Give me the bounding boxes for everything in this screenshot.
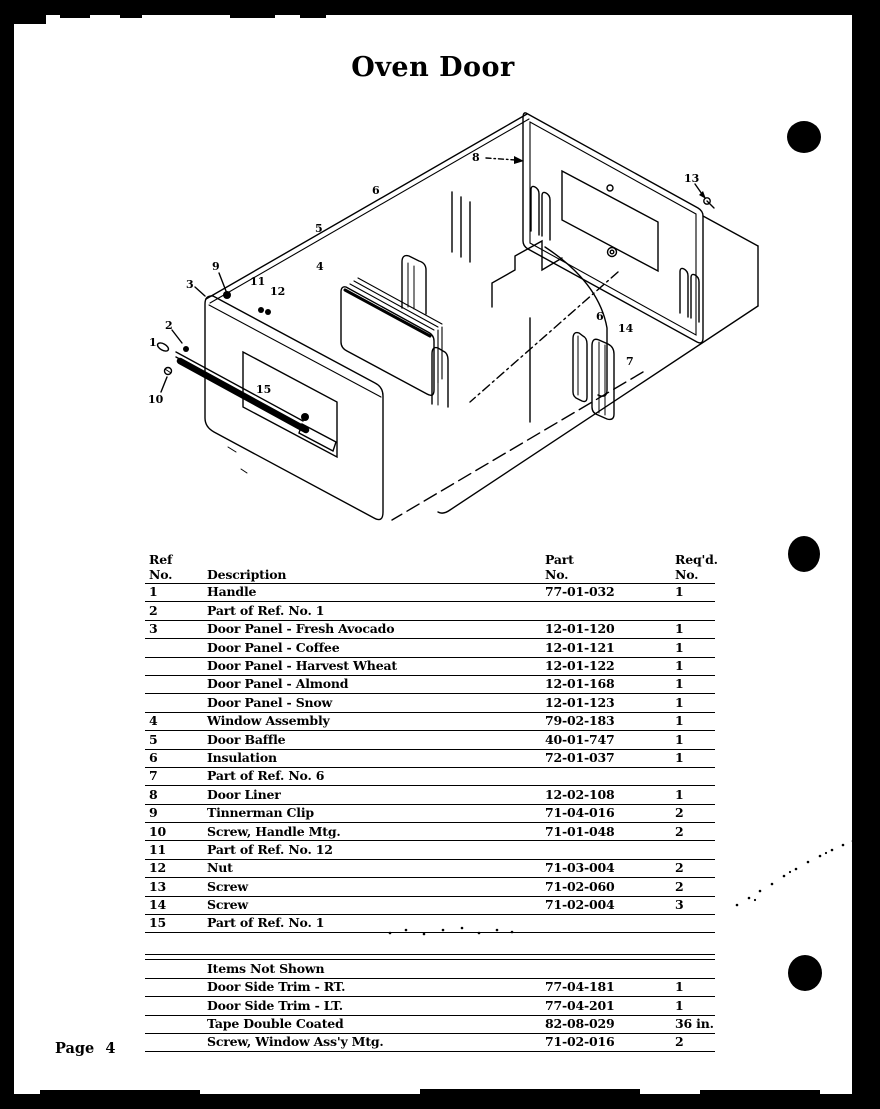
- cell-desc: Door Baffle: [207, 731, 286, 747]
- items-not-shown-rows: [145, 979, 715, 1053]
- cell-desc: Part of Ref. No. 1: [207, 915, 325, 931]
- diagram-callout: 10: [148, 393, 164, 406]
- table-row: [145, 786, 715, 804]
- nut-12: [265, 309, 271, 315]
- cell-part: 79-02-183: [545, 713, 615, 729]
- table-gap: [145, 933, 715, 954]
- cell-part: 77-01-032: [545, 584, 615, 600]
- table-row: [145, 602, 715, 620]
- cell-req: 1: [675, 749, 684, 765]
- header-req-line2: No.: [675, 566, 699, 582]
- cell-req: 2: [675, 878, 684, 894]
- trim-channel-inner: [599, 342, 605, 415]
- cell-part: 77-04-181: [545, 979, 615, 995]
- table-row: [145, 658, 715, 676]
- table-row: [145, 841, 715, 859]
- cell-part: 12-01-121: [545, 639, 615, 655]
- cell-desc: Door Panel - Coffee: [207, 639, 340, 655]
- liner-nut-detail: [610, 250, 614, 254]
- table-row: [145, 621, 715, 639]
- table-row: [145, 676, 715, 694]
- cell-desc: Door Panel - Fresh Avocado: [207, 621, 395, 637]
- callout-9-leader: [219, 273, 226, 291]
- table-row: [145, 823, 715, 841]
- handle-end-cap: [156, 341, 170, 352]
- cell-req: 2: [675, 1034, 684, 1050]
- liner-slot: [531, 186, 539, 235]
- cell-ref: 15: [149, 915, 166, 931]
- cell-desc: Part of Ref. No. 6: [207, 768, 325, 784]
- table-row: [145, 1016, 715, 1034]
- cell-req: 1: [675, 731, 684, 747]
- diagram-callout: 8: [472, 151, 480, 164]
- items-not-shown-title: Items Not Shown: [207, 960, 325, 976]
- liner-slot: [542, 192, 550, 240]
- cell-req: 2: [675, 823, 684, 839]
- door-liner-inner-border: [530, 122, 696, 335]
- cell-req: 1: [675, 658, 684, 673]
- cell-part: 12-01-168: [545, 676, 615, 692]
- header-ref-line1: Ref: [149, 552, 173, 567]
- cell-part: 40-01-747: [545, 731, 615, 747]
- cell-req: 1: [675, 694, 684, 710]
- cell-part: 77-04-201: [545, 997, 615, 1013]
- cell-ref: 14: [149, 897, 166, 913]
- cell-ref: 5: [149, 731, 158, 747]
- header-part-line1: Part: [545, 552, 574, 567]
- table-row: [145, 897, 715, 915]
- cell-part: 71-02-004: [545, 897, 615, 913]
- handle-rail: [176, 352, 303, 421]
- cell-desc: Nut: [207, 860, 233, 876]
- cell-desc: Door Panel - Almond: [207, 676, 349, 692]
- diagram-linework: [156, 113, 758, 520]
- baffle-verticals: [452, 192, 470, 262]
- diagram-callout: 12: [270, 285, 286, 298]
- cell-req: 3: [675, 897, 684, 913]
- cell-desc: Part of Ref. No. 12: [207, 841, 333, 857]
- cell-desc: Handle: [207, 584, 257, 600]
- cell-desc: Insulation: [207, 749, 277, 765]
- liner-hole: [607, 185, 613, 191]
- diagram-callout: 6: [372, 184, 380, 197]
- cell-desc: Door Panel - Harvest Wheat: [207, 658, 397, 673]
- header-description: [207, 554, 545, 583]
- callout-10-leader: [161, 377, 167, 392]
- cell-req: 1: [675, 621, 684, 637]
- cell-part: 71-02-016: [545, 1034, 615, 1050]
- diagram-callout: 11: [250, 275, 266, 288]
- diagram-callout: 15: [256, 383, 272, 396]
- cell-ref: 9: [149, 805, 158, 821]
- header-ref-line2: No.: [149, 566, 173, 582]
- cell-part: 12-01-120: [545, 621, 615, 637]
- box-depth-edge: [703, 216, 758, 246]
- callout-8-leader: [486, 158, 516, 160]
- header-description-label: Description: [207, 566, 287, 582]
- cell-ref: 7: [149, 768, 158, 784]
- cell-ref: 13: [149, 878, 166, 894]
- cell-desc: Tape Double Coated: [207, 1016, 344, 1032]
- table-row: [145, 860, 715, 878]
- header-part: [545, 554, 675, 583]
- window-assembly-top-band: [345, 290, 430, 336]
- trim-channel: [573, 333, 587, 402]
- table-row: [145, 805, 715, 823]
- parts-table-header: [145, 549, 718, 584]
- cell-req: 1: [675, 584, 684, 600]
- cell-req: 1: [675, 997, 684, 1013]
- table-row: [145, 731, 715, 749]
- liner-slot: [680, 268, 688, 317]
- cell-req: 1: [675, 713, 684, 729]
- clip-9: [223, 291, 231, 299]
- cell-desc: Door Liner: [207, 786, 281, 802]
- cell-part: 71-03-004: [545, 860, 615, 876]
- diagram-callout: 9: [212, 260, 220, 273]
- screw-10: [165, 369, 171, 373]
- cell-part: 72-01-037: [545, 749, 615, 765]
- cell-ref: 3: [149, 621, 158, 637]
- diagram-callout: 1: [149, 336, 157, 349]
- cell-desc: Screw: [207, 897, 248, 913]
- table-row: [145, 750, 715, 768]
- cell-desc: Door Side Trim - RT.: [207, 979, 346, 995]
- cell-req: 1: [675, 786, 684, 802]
- panel-tick-marks: [228, 447, 247, 473]
- callout-13-leader: [695, 184, 702, 194]
- door-panel-outline: [205, 296, 383, 520]
- table-row: [145, 694, 715, 712]
- parts-table-rows: [145, 584, 715, 933]
- cell-part: 71-01-048: [545, 823, 615, 839]
- cell-req: 36 in.: [675, 1016, 714, 1032]
- cell-req: 2: [675, 860, 684, 876]
- table-row: [145, 878, 715, 896]
- cell-desc: Tinnerman Clip: [207, 805, 314, 821]
- cell-ref: 11: [149, 841, 166, 857]
- cell-ref: 12: [149, 860, 166, 876]
- cell-part: 71-04-016: [545, 805, 615, 821]
- table-row: [145, 979, 715, 997]
- cell-ref: 6: [149, 749, 158, 765]
- handle-end-screw: [183, 346, 189, 352]
- cell-req: 2: [675, 805, 684, 821]
- table-row: [145, 768, 715, 786]
- header-req: [675, 552, 718, 583]
- cell-ref: 1: [149, 584, 158, 600]
- cell-desc: Door Side Trim - LT.: [207, 997, 343, 1013]
- table-row: [145, 997, 715, 1015]
- cell-req: 1: [675, 639, 684, 655]
- callout-3-leader: [195, 287, 205, 296]
- diagram-callout: 4: [316, 260, 324, 273]
- window-glass-stack: [350, 278, 442, 330]
- liner-nut-detail: [608, 248, 617, 257]
- cell-desc: Part of Ref. No. 1: [207, 602, 325, 618]
- cell-part: 82-08-029: [545, 1016, 615, 1032]
- diagram-callout: 3: [186, 278, 194, 291]
- nut-12: [258, 307, 264, 313]
- box-bottom-edge: [438, 306, 758, 513]
- cell-part: 12-01-123: [545, 694, 615, 710]
- cell-ref: 10: [149, 823, 166, 839]
- diagram-callout: 14: [618, 322, 634, 335]
- cell-ref: 4: [149, 713, 158, 729]
- diagram-callout: 7: [626, 355, 634, 368]
- diagram-callout: 2: [165, 319, 173, 332]
- diagram-callout: 13: [684, 172, 700, 185]
- cell-desc: Door Panel - Snow: [207, 694, 333, 710]
- baffle-channel-inner: [408, 263, 414, 309]
- page-title: Oven Door: [351, 52, 515, 83]
- cell-part: 71-02-060: [545, 878, 615, 894]
- parts-table: [145, 549, 718, 1052]
- page-number: Page 4: [55, 1040, 116, 1057]
- callout-2-leader: [172, 330, 182, 343]
- cell-ref: 8: [149, 786, 158, 802]
- table-row: [145, 915, 715, 933]
- cell-part: 12-01-122: [545, 658, 615, 673]
- cell-desc: Screw: [207, 878, 248, 894]
- diagram-callout: 5: [315, 222, 323, 235]
- cell-desc: Screw, Window Ass'y Mtg.: [207, 1034, 384, 1050]
- table-row: [145, 584, 715, 602]
- box-top-edge: [206, 114, 527, 299]
- cell-desc: Screw, Handle Mtg.: [207, 823, 341, 839]
- cell-part: 12-02-108: [545, 786, 615, 802]
- liner-slot: [691, 274, 699, 322]
- window-glass-stack: [438, 327, 442, 383]
- trim-channel: [592, 339, 614, 419]
- header-req-line1: Req'd.: [675, 552, 718, 567]
- items-not-shown-title-row: [145, 960, 715, 978]
- header-ref: [145, 554, 207, 583]
- diagram-callout: 6: [596, 310, 604, 323]
- header-part-line2: No.: [545, 566, 569, 582]
- window-assembly-outline: [341, 287, 434, 395]
- cell-req: 1: [675, 676, 684, 692]
- table-row: [145, 1034, 715, 1052]
- cell-ref: 2: [149, 602, 158, 618]
- table-row: [145, 713, 715, 731]
- table-row: [145, 639, 715, 657]
- cell-req: 1: [675, 979, 684, 995]
- cell-desc: Window Assembly: [207, 713, 330, 729]
